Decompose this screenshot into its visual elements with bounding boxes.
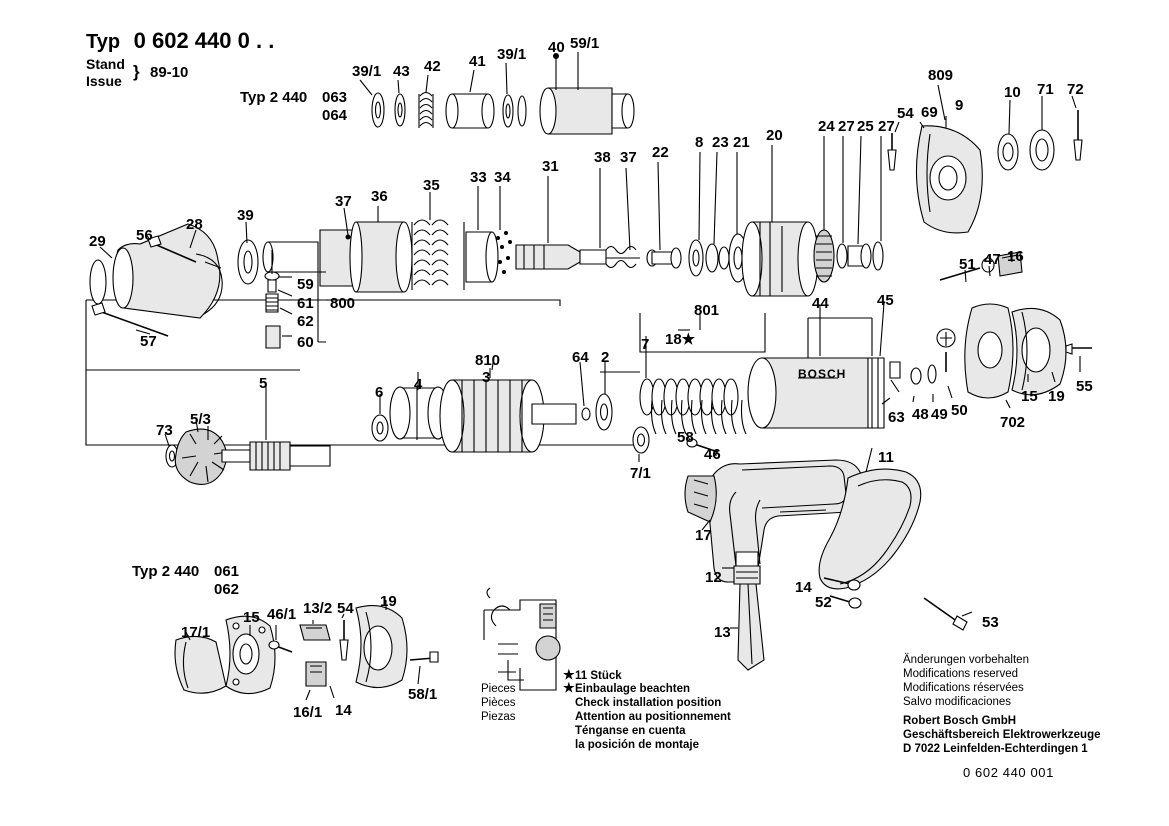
footer-company-0: Robert Bosch GmbH	[903, 715, 1017, 727]
callout-39: 39	[237, 207, 254, 224]
footer-doc-number: 0 602 440 001	[963, 765, 1054, 780]
callout-42: 42	[424, 58, 441, 75]
callout-34: 34	[494, 169, 511, 186]
callout-35: 35	[423, 177, 440, 194]
install-note-0: Check installation position	[575, 697, 722, 709]
callout-23: 23	[712, 134, 729, 151]
callout-17-1: 17/1	[181, 624, 211, 641]
callout-56: 56	[136, 227, 153, 244]
header-type-number: 0 602 440 0 . .	[133, 28, 275, 53]
callout-55: 55	[1076, 378, 1093, 395]
header-type-prefix: Typ	[86, 31, 121, 53]
callout-58: 58	[677, 429, 694, 446]
callout-54: 54	[337, 600, 354, 617]
callout-37: 37	[335, 193, 352, 210]
install-note-title: Einbaulage beachten	[575, 683, 691, 695]
footer-company-1: Geschäftsbereich Elektrowerkzeuge	[903, 729, 1101, 741]
callout-18-: 18★	[665, 331, 696, 348]
callout-24: 24	[818, 118, 835, 135]
callout-20: 20	[766, 127, 783, 144]
callout-37: 37	[620, 149, 637, 166]
callout-60: 60	[297, 334, 314, 351]
callout-46: 46	[704, 446, 721, 463]
callout-73: 73	[156, 422, 173, 439]
callout-36: 36	[371, 188, 388, 205]
legend-star: ★	[563, 667, 575, 682]
callout-29: 29	[89, 233, 106, 250]
callout-40: 40	[548, 39, 565, 56]
callout-15: 15	[1021, 388, 1038, 405]
callout-809: 809	[928, 67, 954, 84]
install-note-2: Ténganse en cuenta	[575, 725, 686, 737]
callout-57: 57	[140, 333, 157, 350]
install-note-1: Attention au positionnement	[575, 711, 731, 723]
footer-changes-0: Änderungen vorbehalten	[903, 654, 1029, 666]
callout-28: 28	[186, 216, 203, 233]
callout-62: 62	[297, 313, 314, 330]
variant-2440-061-number-0: 061	[214, 563, 240, 580]
callout-48: 48	[912, 406, 929, 423]
callout-43: 43	[393, 63, 410, 80]
callout-41: 41	[469, 53, 486, 70]
callout-9: 9	[955, 97, 964, 114]
install-note-3: la posición de montaje	[575, 739, 699, 751]
callout-52: 52	[815, 594, 832, 611]
header-date: 89-10	[150, 64, 189, 81]
callout-61: 61	[297, 295, 314, 312]
callout-702: 702	[1000, 414, 1026, 431]
callout-801: 801	[694, 302, 720, 319]
legend-star-note: 11 Stück	[575, 670, 622, 682]
footer-changes-3: Salvo modificaciones	[903, 696, 1012, 708]
callout-31: 31	[542, 158, 559, 175]
callout-51: 51	[959, 256, 976, 273]
callout-27: 27	[878, 118, 895, 135]
callout-5-3: 5/3	[190, 411, 211, 428]
legend-language-2: Piezas	[481, 711, 516, 723]
callout-14: 14	[795, 579, 812, 596]
callout-16: 16	[1007, 248, 1024, 265]
callout-6: 6	[375, 384, 384, 401]
footer-changes-1: Modifications reserved	[903, 668, 1019, 680]
callout-13-2: 13/2	[303, 600, 333, 617]
callout-64: 64	[572, 349, 589, 366]
callout-45: 45	[877, 292, 894, 309]
callout-10: 10	[1004, 84, 1021, 101]
callout-38: 38	[594, 149, 611, 166]
callout-39-1: 39/1	[352, 63, 382, 80]
callout-59-1: 59/1	[570, 35, 600, 52]
callout-72: 72	[1067, 81, 1084, 98]
callout-14: 14	[335, 702, 352, 719]
variant-2440-061-number-1: 062	[214, 581, 240, 598]
callout-44: 44	[812, 295, 829, 312]
callout-46-1: 46/1	[267, 606, 297, 623]
callout-54: 54	[897, 105, 914, 122]
legend-language-1: Pièces	[481, 697, 516, 709]
callout-59: 59	[297, 276, 314, 293]
variant-2440-063-number-1: 064	[322, 107, 348, 124]
footer-company-2: D 7022 Leinfelden-Echterdingen 1	[903, 743, 1088, 755]
footer-changes-2: Modifications réservées	[903, 682, 1024, 694]
callout-810: 810	[475, 352, 501, 369]
callout-7-1: 7/1	[630, 465, 651, 482]
callout-7: 7	[641, 336, 650, 353]
variant-2440-063-064-prefix: Typ 2 440	[240, 89, 308, 106]
header-issue-label: Issue	[86, 73, 122, 89]
callout-17: 17	[695, 527, 712, 544]
callout-63: 63	[888, 409, 905, 426]
callout-8: 8	[695, 134, 704, 151]
callout-22: 22	[652, 144, 669, 161]
callout-800: 800	[330, 295, 356, 312]
callout-69: 69	[921, 104, 938, 121]
callout-19: 19	[1048, 388, 1065, 405]
callout-47: 47	[984, 251, 1001, 268]
legend-language-0: Pieces	[481, 683, 516, 695]
callout-4: 4	[414, 376, 423, 393]
install-star-icon: ★	[563, 680, 575, 695]
header-brace: }	[133, 62, 140, 81]
callout-39-1: 39/1	[497, 46, 527, 63]
callout-16-1: 16/1	[293, 704, 323, 721]
brand-label-bosch: BOSCH	[798, 367, 847, 381]
callout-21: 21	[733, 134, 750, 151]
callout-11: 11	[878, 449, 894, 466]
callout-71: 71	[1037, 81, 1054, 98]
callout-2: 2	[601, 349, 610, 366]
callout-5: 5	[259, 375, 268, 392]
callout-53: 53	[982, 614, 999, 631]
callout-12: 12	[705, 569, 722, 586]
callout-49: 49	[931, 406, 948, 423]
callout-3: 3	[482, 369, 491, 386]
callout-25: 25	[857, 118, 874, 135]
callout-58-1: 58/1	[408, 686, 438, 703]
callout-19: 19	[380, 593, 397, 610]
header-stand-label: Stand	[86, 56, 125, 72]
callout-50: 50	[951, 402, 968, 419]
callout-13: 13	[714, 624, 731, 641]
variant-2440-061-062-prefix: Typ 2 440	[132, 563, 200, 580]
callout-33: 33	[470, 169, 487, 186]
callout-27: 27	[838, 118, 855, 135]
callout-15: 15	[243, 609, 260, 626]
variant-2440-063-number-0: 063	[322, 89, 348, 106]
